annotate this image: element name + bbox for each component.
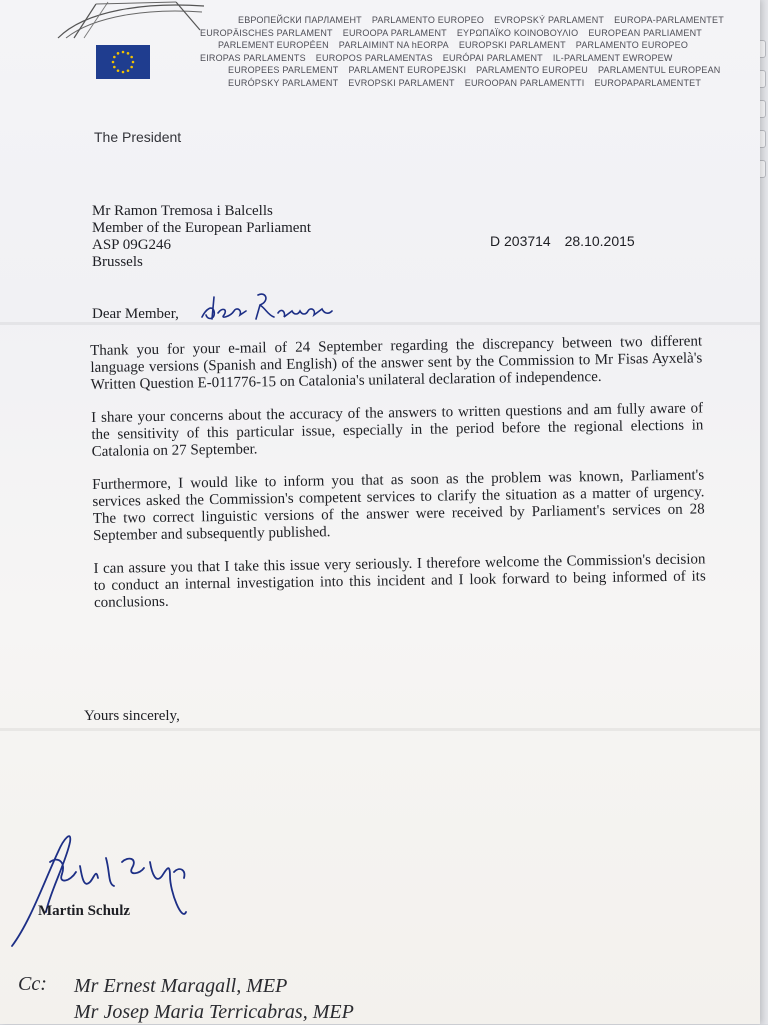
parliament-name: EUROOPA PARLAMENT xyxy=(342,27,447,38)
parliament-name: EUROPEES PARLEMENT xyxy=(228,65,339,76)
paper-fold xyxy=(0,728,760,731)
parliament-name: EVROPSKI PARLAMENT xyxy=(348,77,455,88)
salutation: Dear Member, xyxy=(92,306,179,322)
sender-title: The President xyxy=(94,129,182,145)
letter-body xyxy=(90,333,706,628)
parliament-name: EURÓPSKY PARLAMENT xyxy=(228,77,339,88)
parliament-names-row xyxy=(200,77,700,90)
recipient-city: Brussels xyxy=(92,254,143,270)
body-paragraph: Furthermore, I would like to inform you that as soon as the problem was known, Parliament's services asked the Commission's competent services to clarify the situation as a matter of urgency. The two correct linguistic versions of the answer were received by Parliament's services on 28 September and subsequently published. xyxy=(92,467,705,544)
eu-star xyxy=(130,56,133,59)
cc-recipient: Mr Josep Maria Terricabras, MEP xyxy=(74,1001,354,1023)
recipient-address xyxy=(92,203,311,271)
eu-star xyxy=(112,61,115,64)
cc-recipients xyxy=(74,973,354,1025)
parliament-name: PARLAMENTO EUROPEO xyxy=(371,15,485,25)
eu-star xyxy=(132,61,135,64)
cc-recipient: Mr Ernest Maragall, MEP xyxy=(74,975,288,997)
parliament-building-emblem xyxy=(56,0,206,40)
eu-star xyxy=(122,71,125,74)
parliament-name: PARLAIMINT NA hEORPA xyxy=(338,40,449,51)
parliament-name: EUROPÄISCHES PARLAMENT xyxy=(200,27,333,38)
reference-line xyxy=(490,233,645,249)
parliament-names-block xyxy=(200,14,724,90)
handwritten-signature xyxy=(10,822,200,952)
eu-star xyxy=(117,52,120,55)
parliament-name: PARLEMENT EUROPÉEN xyxy=(218,40,329,51)
body-paragraph: I can assure you that I take this issue very seriously. I therefore welcome the Commission's decision to conduct an internal investigation into this incident and I look forward to being informed of its conclusions. xyxy=(93,551,706,611)
eu-star xyxy=(113,66,116,69)
parliament-name: EUROPSKI PARLAMENT xyxy=(458,40,566,51)
eu-star xyxy=(127,69,130,72)
parliament-name: PARLAMENTO EUROPEU xyxy=(476,65,588,76)
parliament-name: IL-PARLAMENT EWROPEW xyxy=(552,52,673,63)
recipient-name: Mr Ramon Tremosa i Balcells xyxy=(92,203,273,219)
parliament-name: EIROPAS PARLAMENTS xyxy=(200,52,306,63)
parliament-name: EUROPOS PARLAMENTAS xyxy=(315,52,433,63)
parliament-name: PARLAMENT EUROPEJSKI xyxy=(348,65,467,76)
eu-star xyxy=(113,56,116,59)
parliament-names-row xyxy=(200,14,724,27)
parliament-name: EUROOPAN PARLAMENTTI xyxy=(464,77,585,88)
parliament-name: EUROPAPARLAMENTET xyxy=(594,77,702,88)
parliament-name: ΕΥΡΩΠΑΪΚΟ ΚΟΙΝΟΒΟΥΛΙΟ xyxy=(456,27,579,38)
parliament-name: EURÓPAI PARLAMENT xyxy=(442,52,543,63)
recipient-role: Member of the European Parliament xyxy=(92,220,312,236)
parliament-name: PARLAMENTUL EUROPEAN xyxy=(597,65,721,76)
reference-number: D 203714 xyxy=(490,233,551,249)
eu-star xyxy=(130,66,133,69)
parliament-name: EUROPA-PARLAMENTET xyxy=(614,15,724,25)
parliament-name: ЕВРОПЕЙСКИ ПАРЛАМЕНТ xyxy=(238,15,362,25)
cc-label: Cc: xyxy=(18,973,47,995)
parliament-names-row xyxy=(200,52,700,65)
body-paragraph: I share your concerns about the accuracy of the answers to written questions and am fully aware of the sensitivity of this particular issue, especially in the period before the regional elections in Catalonia on 27 September. xyxy=(91,400,704,460)
eu-star xyxy=(117,69,120,72)
parliament-names-row xyxy=(200,27,700,40)
parliament-names-row xyxy=(200,64,721,77)
eu-star xyxy=(122,51,125,54)
handwritten-salutation xyxy=(198,287,338,327)
eu-flag-icon xyxy=(96,45,150,79)
letter-date: 28.10.2015 xyxy=(564,233,635,249)
closing: Yours sincerely, xyxy=(84,708,180,724)
body-paragraph: Thank you for your e-mail of 24 September regarding the discrepancy between two different language versions (Spanish and English) of the answer sent by the Commission to Mr Fisas Ayxelà's Written Question E-011776-15 on Catalonia's unilateral declaration of independence. xyxy=(90,333,703,393)
eu-star xyxy=(127,52,130,55)
parliament-names-row xyxy=(200,39,700,52)
signer-name: Martin Schulz xyxy=(38,903,131,919)
parliament-name: EVROPSKÝ PARLAMENT xyxy=(494,15,605,25)
parliament-name: EUROPEAN PARLIAMENT xyxy=(588,27,702,38)
recipient-office: ASP 09G246 xyxy=(92,237,172,253)
parliament-name: PARLAMENTO EUROPEO xyxy=(575,40,689,51)
